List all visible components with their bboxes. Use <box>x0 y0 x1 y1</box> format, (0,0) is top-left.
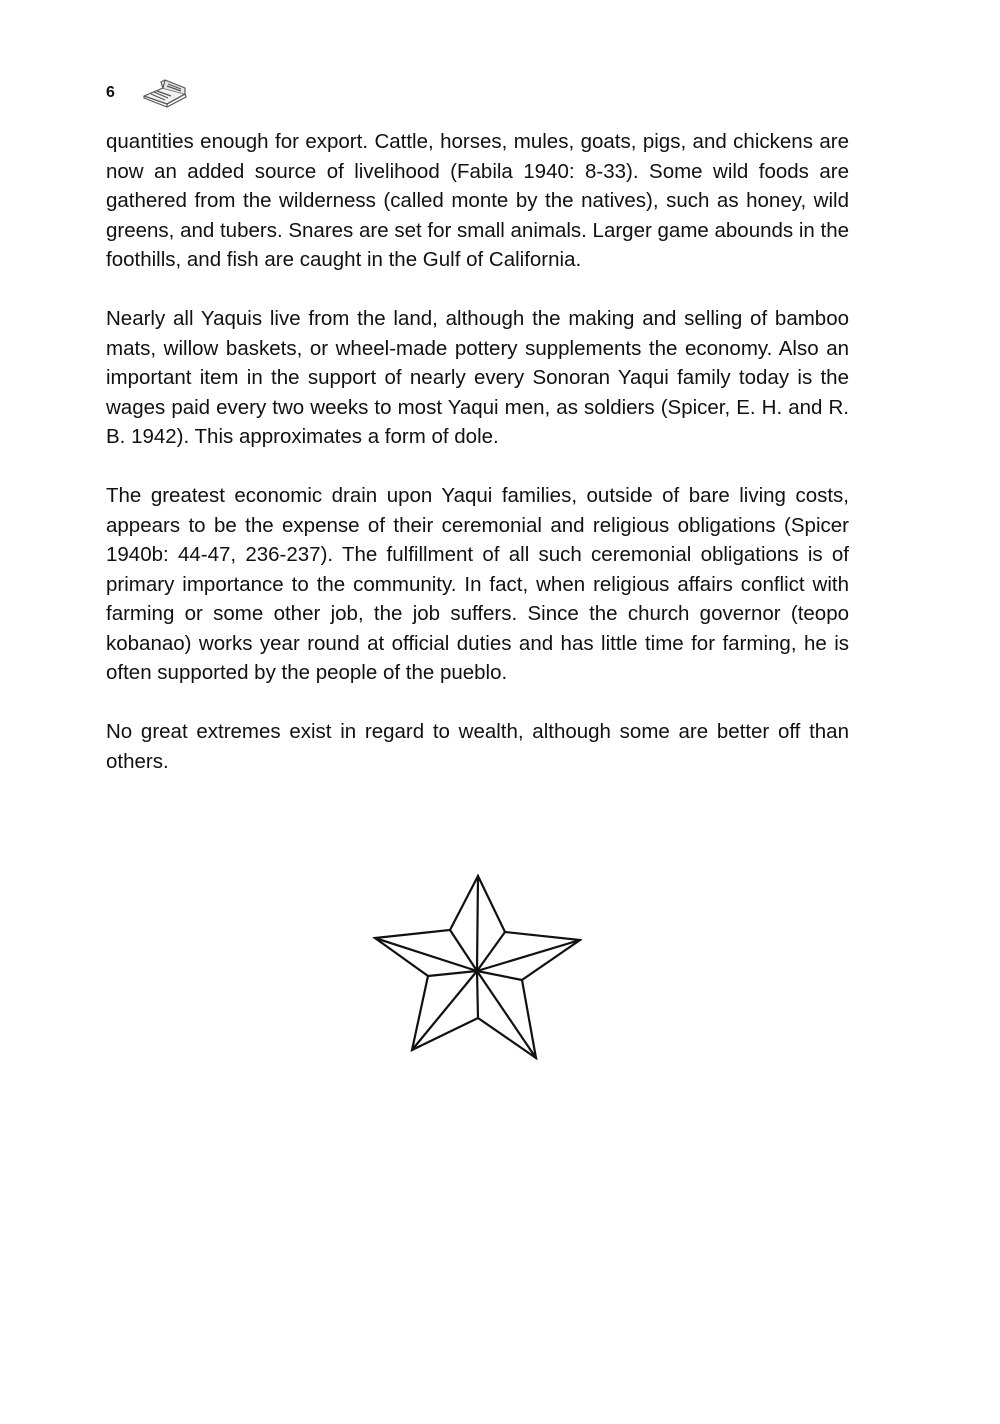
open-book-icon <box>141 76 191 110</box>
paragraph-1: quantities enough for export. Cattle, horses, mules, goats, pigs, and chickens are now an added source of livelihood (Fabila 1940: 8-33). Some wild foods are gathered from the wilderness (called monte by the natives), such as honey, wild greens, and tubers. Snares are set for small animals. Larger game abounds in the foothills, and fish are caught in the Gulf of California. <box>106 130 849 271</box>
paragraph-2: Nearly all Yaquis live from the land, although the making and selling of bamboo mats, willow baskets, or wheel-made pottery supplements the economy. Also an important item in the support of nearly every Sonoran Yaqui family today is the wages paid every two weeks to most Yaqui men, as soldiers (Spicer, E. H. and R. B. 1942). This approximates a form of dole. <box>106 307 849 448</box>
page-header <box>106 76 191 110</box>
star-illustration <box>370 872 582 1062</box>
paragraph-4: No great extremes exist in regard to wealth, although some are better off than others. <box>106 720 849 773</box>
body-text <box>106 127 849 806</box>
star-icon <box>370 872 582 1062</box>
page-number: 6 <box>106 84 115 101</box>
paragraph-3: The greatest economic drain upon Yaqui families, outside of bare living costs, appears to be the expense of their ceremonial and religious obligations (Spicer 1940b: 44-47, 236-237). The fulfillment of all such ceremonial obligations is of primary importance to the community. In fact, when religious affairs conflict with farming or some other job, the job suffers. Since the church governor (teopo kobanao) works year round at official duties and has little time for farming, he is often supported by the people of the pueblo. <box>106 484 849 684</box>
